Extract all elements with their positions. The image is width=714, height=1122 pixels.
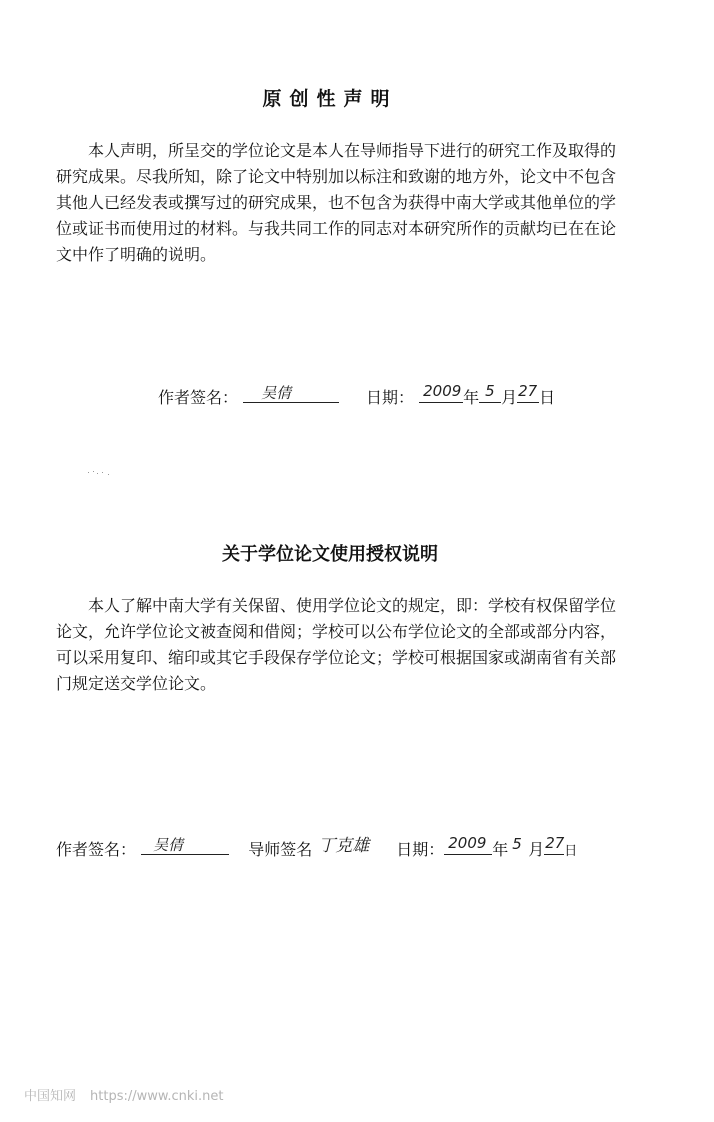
- supervisor-signature: 丁克雄: [318, 836, 370, 856]
- author-signature-field: [243, 384, 339, 403]
- date-year: 2009: [423, 382, 462, 400]
- author-signature-2: 吴倩: [153, 836, 184, 854]
- watermark-site: 中国知网: [24, 1089, 77, 1104]
- date-day: 27: [518, 382, 538, 400]
- date-month-2: 5: [512, 835, 522, 853]
- year-char-2: 年: [492, 840, 509, 859]
- date-year-field: [419, 384, 463, 403]
- month-char: 月: [501, 388, 518, 407]
- declaration-body: 本人声明，所呈交的学位论文是本人在导师指导下进行的研究工作及取得的研究成果。尽我所知，除了论文中特别加以标注和致谢的地方外，论文中不包含其他人已经发表或撰写过的研究成果，也不包含为获得中南大学或其他单位的学位或证书而使用过的材料。与我共同工作的同志对本研究所作的贡献均已在在论文中作了明确的说明。: [56, 141, 617, 264]
- scan-specks: [88, 470, 116, 476]
- declaration-signature-line: [158, 384, 339, 408]
- authorization-signature-line: [56, 836, 577, 860]
- watermark: [24, 1085, 223, 1104]
- author-signature-label: 作者签名：: [158, 388, 239, 407]
- year-char: 年: [463, 388, 480, 407]
- day-char: 日: [539, 388, 556, 407]
- authorization-body: 本人了解中南大学有关保留、使用学位论文的规定，即：学校有权保留学位论文，允许学位论文被查阅和借阅；学校可以公布学位论文的全部或部分内容，可以采用复印、缩印或其它手段保存学位论文；学校可根据国家或湖南省有关部门规定送交学位论文。: [56, 596, 617, 693]
- supervisor-signature-field: [312, 837, 396, 855]
- date-day-2: 27: [545, 834, 565, 852]
- date-month: 5: [485, 382, 495, 400]
- date-year-field-2: [444, 836, 492, 855]
- date-day-field: [517, 384, 539, 403]
- date-label-2: 日期：: [396, 840, 445, 859]
- date-month-field-2: [508, 837, 528, 855]
- date-month-field: [479, 384, 501, 403]
- supervisor-signature-label: 导师签名: [248, 840, 313, 859]
- declaration-date-line: [366, 384, 555, 408]
- authorization-title: 关于学位论文使用授权说明: [222, 544, 438, 565]
- date-label: 日期：: [366, 388, 415, 407]
- author-signature-label-2: 作者签名：: [56, 840, 137, 859]
- declaration-title: 原创性声明: [262, 88, 398, 110]
- date-year-2: 2009: [448, 834, 487, 852]
- date-day-field-2: [544, 836, 564, 855]
- month-char-2: 月: [528, 840, 545, 859]
- author-signature: 吴倩: [261, 384, 292, 402]
- author-signature-field-2: [141, 836, 229, 855]
- watermark-url: https://www.cnki.net: [90, 1089, 224, 1104]
- day-char-2: 日: [564, 844, 578, 859]
